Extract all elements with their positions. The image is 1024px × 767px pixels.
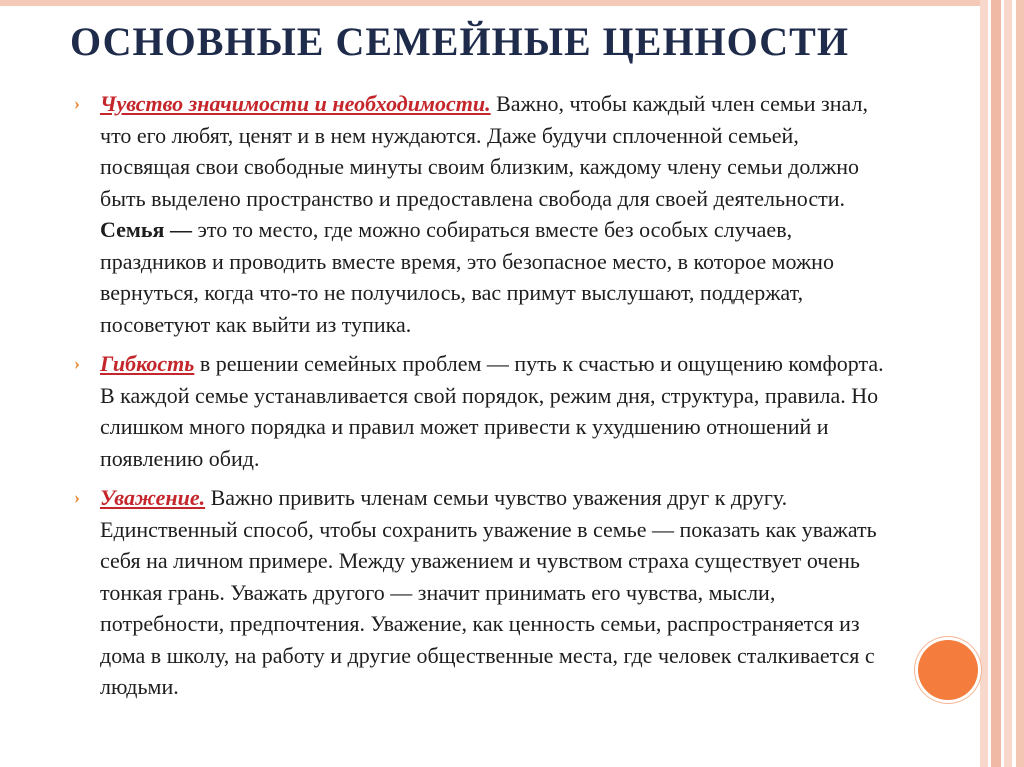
- item-term: Гибкость: [100, 351, 195, 376]
- list-item: [74, 88, 894, 340]
- top-border: [0, 0, 1024, 6]
- list-item: [74, 348, 894, 474]
- slide-title: ОСНОВНЫЕ СЕМЕЙНЫЕ ЦЕННОСТИ: [70, 19, 849, 64]
- item-text: Важно привить членам семьи чувство уважения друг к другу. Единственный способ, чтобы сохранить уважение в семье — показать как уважать себя на личном примере. Между уважением и чувством страха существует очень тонкая грань. Уважать другого — значит принимать его чувства, мысли, потребности, предпочтения. Уважение, как ценность семьи, распространяется из дома в школу, на работу и другие общественные места, где человек сталкивается с людьми.: [100, 485, 877, 699]
- list-item: [74, 482, 894, 703]
- decorative-circle: [918, 640, 978, 700]
- item-text: в решении семейных проблем — путь к счастью и ощущению комфорта. В каждой семье устанавливается свой порядок, режим дня, структура, правила. Но слишком много порядка и правил может привести к ухудшению отношений и появлению обид.: [100, 351, 884, 471]
- chevron-right-icon: ›: [74, 93, 80, 113]
- stripe: [1016, 0, 1024, 767]
- slide-content: [74, 88, 894, 711]
- item-strong-text: Семья —: [100, 217, 192, 242]
- stripe: [991, 0, 1001, 767]
- chevron-right-icon: ›: [74, 353, 80, 373]
- stripe: [1004, 0, 1012, 767]
- decorative-stripes: [980, 0, 1024, 767]
- item-text: это то место, где можно собираться вместе без особых случаев, праздников и проводить вместе время, это безопасное место, в которое можно вернуться, когда что-то не получилось, вас примут выслушают, поддержат, посоветуют как выйти из тупика.: [100, 217, 834, 337]
- chevron-right-icon: ›: [74, 487, 80, 507]
- item-term: Уважение.: [100, 485, 206, 510]
- item-term: Чувство значимости и необходимости.: [100, 91, 491, 116]
- item-text: Важно, чтобы каждый член семьи знал, что его любят, ценят и в нем нуждаются. Даже будучи сплоченной семьей, посвящая свои свободные минуты своим близким, каждому члену семьи должно быть выделено пространство и предоставлена свобода для своей деятельности.: [100, 91, 868, 211]
- stripe: [980, 0, 988, 767]
